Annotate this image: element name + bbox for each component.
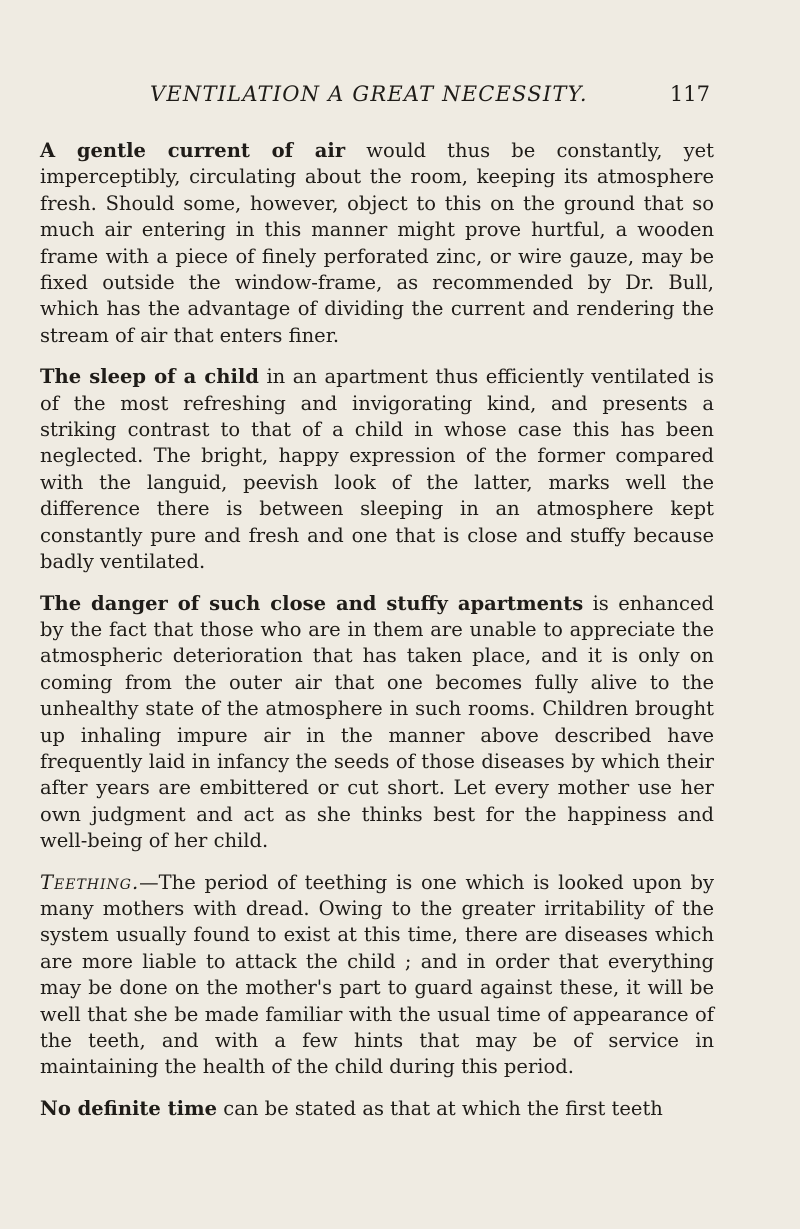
paragraph: [40, 870, 714, 1081]
paragraph-text: can be stated as that at which the first teeth: [217, 1096, 663, 1120]
paragraph-text: would thus be constantly, yet imperceptibly, circulating about the room, keeping its atmosphere fresh. Should some, however, object to this on the ground that so much air entering in this manner might prove hurtful, a wooden frame with a piece of finely perforated zinc, or wire gauze, may be fixed outside the window-frame, as recommended by Dr. Bull, which has the advantage of dividing the current and rendering the stream of air that enters finer.: [40, 139, 714, 347]
page-number: 117: [669, 82, 710, 106]
body-text: [40, 138, 714, 1137]
paragraph: [40, 1096, 714, 1122]
page-header: [150, 82, 710, 112]
paragraph: [40, 138, 714, 349]
paragraph-lead: No definite time: [40, 1096, 218, 1120]
paragraph-lead: The danger of such close and stuffy apartments: [40, 591, 584, 615]
section-heading: Teething.: [40, 870, 140, 894]
paragraph: [40, 591, 714, 855]
paragraph-text: in an apartment thus efficiently ventilated is of the most refreshing and invigorating kind, and presents a striking contrast to that of a child in whose case this has been neglected. The bright, happy expression of the former compared with the languid, peevish look of the latter, marks well the difference there is between sleeping in an atmosphere kept constantly pure and fresh and one that is close and stuffy because badly ventilated.: [40, 365, 714, 574]
paragraph-lead: The sleep of a child: [40, 365, 259, 389]
paragraph-text: —The period of teething is one which is looked upon by many mothers with dread. Owing to the greater irritability of the system usually found to exist at this time, there are diseases which are more liable to attack the child ; and in order that everything may be done on the mother's part to guard against these, it will be well that she be made familiar with the usual time of appearance of the teeth, and with a few hints that may be of service in maintaining the health of the child during this period.: [40, 870, 714, 1079]
running-title: VENTILATION A GREAT NECESSITY.: [150, 82, 588, 106]
paragraph: [40, 364, 714, 575]
paragraph-lead: A gentle current of air: [40, 139, 346, 162]
paragraph-text: is enhanced by the fact that those who are in them are unable to appreciate the atmospheric deterioration that has taken place, and it is only on coming from the outer air that one becomes fully alive to the unhealthy state of the atmosphere in such rooms. Children brought up inhaling impure air in the manner above described have frequently laid in infancy the seeds of those diseases by which their after years are embittered or cut short. Let every mother use her own judgment and act as she thinks best for the happiness and well-being of her child.: [40, 591, 714, 853]
